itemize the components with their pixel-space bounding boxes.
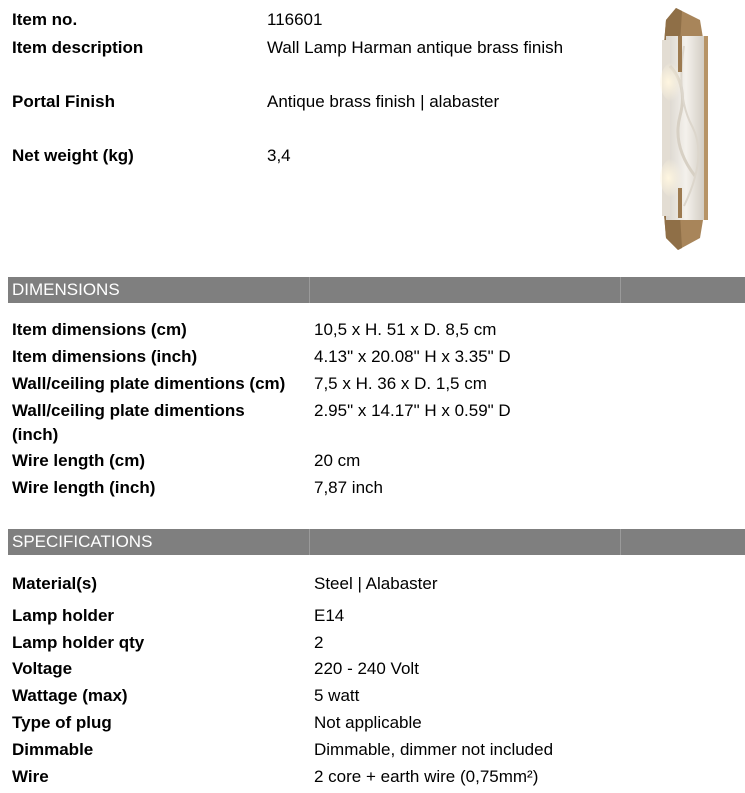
wire-value: 2 core + earth wire (0,75mm²)	[314, 767, 539, 786]
lamp-holder-qty-value: 2	[314, 633, 324, 652]
specifications-header	[8, 529, 745, 555]
plate-dimensions-inch-label: Wall/ceiling plate dimentions	[12, 401, 245, 420]
wire-length-inch-label: Wire length (inch)	[12, 478, 156, 497]
item-dimensions-cm-label: Item dimensions (cm)	[12, 320, 187, 339]
item-no-value: 116601	[267, 10, 323, 29]
header-divider	[309, 529, 310, 555]
wire-length-cm-value: 20 cm	[314, 451, 361, 470]
plate-dimensions-inch-label-line2: (inch)	[12, 425, 59, 444]
voltage-label: Voltage	[12, 659, 73, 678]
item-dimensions-cm-value: 10,5 x H. 51 x D. 8,5 cm	[314, 320, 497, 339]
dimensions-title: DIMENSIONS	[12, 280, 120, 299]
plate-dimensions-inch-value: 2.95" x 14.17" H x 0.59" D	[314, 401, 511, 420]
wire-label: Wire	[12, 767, 49, 786]
materials-value: Steel | Alabaster	[314, 574, 438, 593]
lamp-holder-value: E14	[314, 606, 345, 625]
item-description-label: Item description	[12, 38, 144, 57]
item-no-label: Item no.	[12, 10, 78, 29]
specifications-title: SPECIFICATIONS	[12, 532, 153, 551]
net-weight-value: 3,4	[267, 146, 291, 165]
lamp-holder-qty-label: Lamp holder qty	[12, 633, 145, 652]
materials-label: Material(s)	[12, 574, 98, 593]
voltage-value: 220 - 240 Volt	[314, 659, 419, 678]
plate-dimensions-cm-value: 7,5 x H. 36 x D. 1,5 cm	[314, 374, 487, 393]
header-divider	[309, 277, 310, 303]
plate-dimensions-cm-label: Wall/ceiling plate dimentions (cm)	[12, 374, 286, 393]
dimmable-label: Dimmable	[12, 740, 94, 759]
dimmable-value: Dimmable, dimmer not included	[314, 740, 554, 759]
wattage-value: 5 watt	[314, 686, 360, 705]
net-weight-label: Net weight (kg)	[12, 146, 134, 165]
header-divider	[620, 529, 621, 555]
dimensions-header	[8, 277, 745, 303]
wattage-label: Wattage (max)	[12, 686, 128, 705]
wire-length-inch-value: 7,87 inch	[314, 478, 383, 497]
lamp-holder-label: Lamp holder	[12, 606, 115, 625]
item-description-value: Wall Lamp Harman antique brass finish	[267, 38, 564, 57]
item-dimensions-inch-label: Item dimensions (inch)	[12, 347, 198, 366]
item-dimensions-inch-value: 4.13" x 20.08" H x 3.35" D	[314, 347, 511, 366]
type-of-plug-value: Not applicable	[314, 713, 422, 732]
portal-finish-value: Antique brass finish | alabaster	[267, 92, 500, 111]
wire-length-cm-label: Wire length (cm)	[12, 451, 146, 470]
portal-finish-label: Portal Finish	[12, 92, 115, 111]
type-of-plug-label: Type of plug	[12, 713, 112, 732]
product-image	[640, 6, 720, 252]
header-divider	[620, 277, 621, 303]
